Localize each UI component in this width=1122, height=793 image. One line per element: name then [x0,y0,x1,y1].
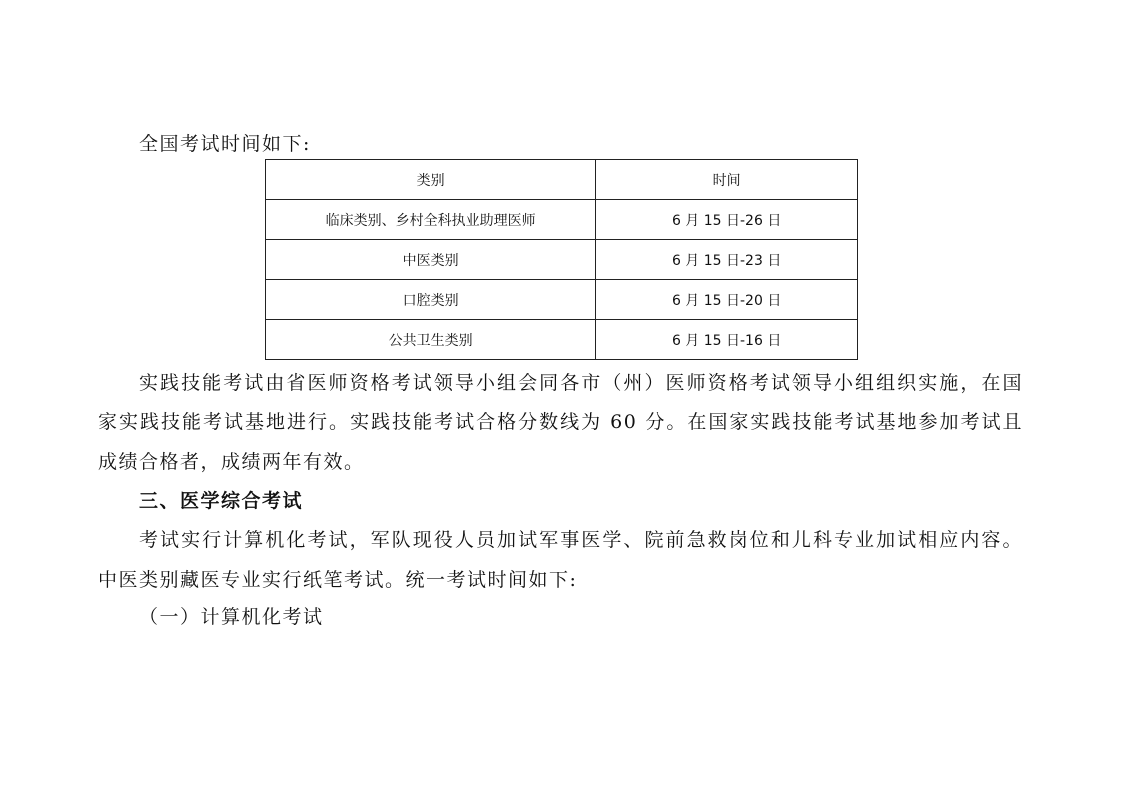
header-category: 类别 [266,160,596,200]
cell-category: 公共卫生类别 [266,320,596,360]
paragraph-1-line-1: 实践技能考试由省医师资格考试领导小组会同各市（州）医师资格考试领导小组组织实施，在国 [139,372,1023,394]
header-time: 时间 [596,160,858,200]
paragraph-1-line-3: 成绩合格者，成绩两年有效。 [98,451,365,473]
intro-text: 全国考试时间如下: [139,133,311,155]
cell-category: 口腔类别 [266,280,596,320]
table-row [266,200,858,240]
cell-time: 6 月 15 日-20 日 [596,280,858,320]
paragraph-2-line-1: 考试实行计算机化考试，军队现役人员加试军事医学、院前急救岗位和儿科专业加试相应内容。 [139,529,1023,551]
table-row [266,280,858,320]
paragraph-1-line-2: 家实践技能考试基地进行。实践技能考试合格分数线为 60 分。在国家实践技能考试基地参加考试且 [98,411,1023,433]
section-heading: 三、医学综合考试 [139,490,304,512]
table-header-row [266,160,858,200]
table-row [266,240,858,280]
cell-time: 6 月 15 日-23 日 [596,240,858,280]
cell-category: 中医类别 [266,240,596,280]
exam-schedule-table [265,159,858,360]
subheading: （一）计算机化考试 [139,606,324,628]
paragraph-2-line-2: 中医类别藏医专业实行纸笔考试。统一考试时间如下: [98,569,578,591]
cell-time: 6 月 15 日-16 日 [596,320,858,360]
cell-time: 6 月 15 日-26 日 [596,200,858,240]
table-row [266,320,858,360]
cell-category: 临床类别、乡村全科执业助理医师 [266,200,596,240]
